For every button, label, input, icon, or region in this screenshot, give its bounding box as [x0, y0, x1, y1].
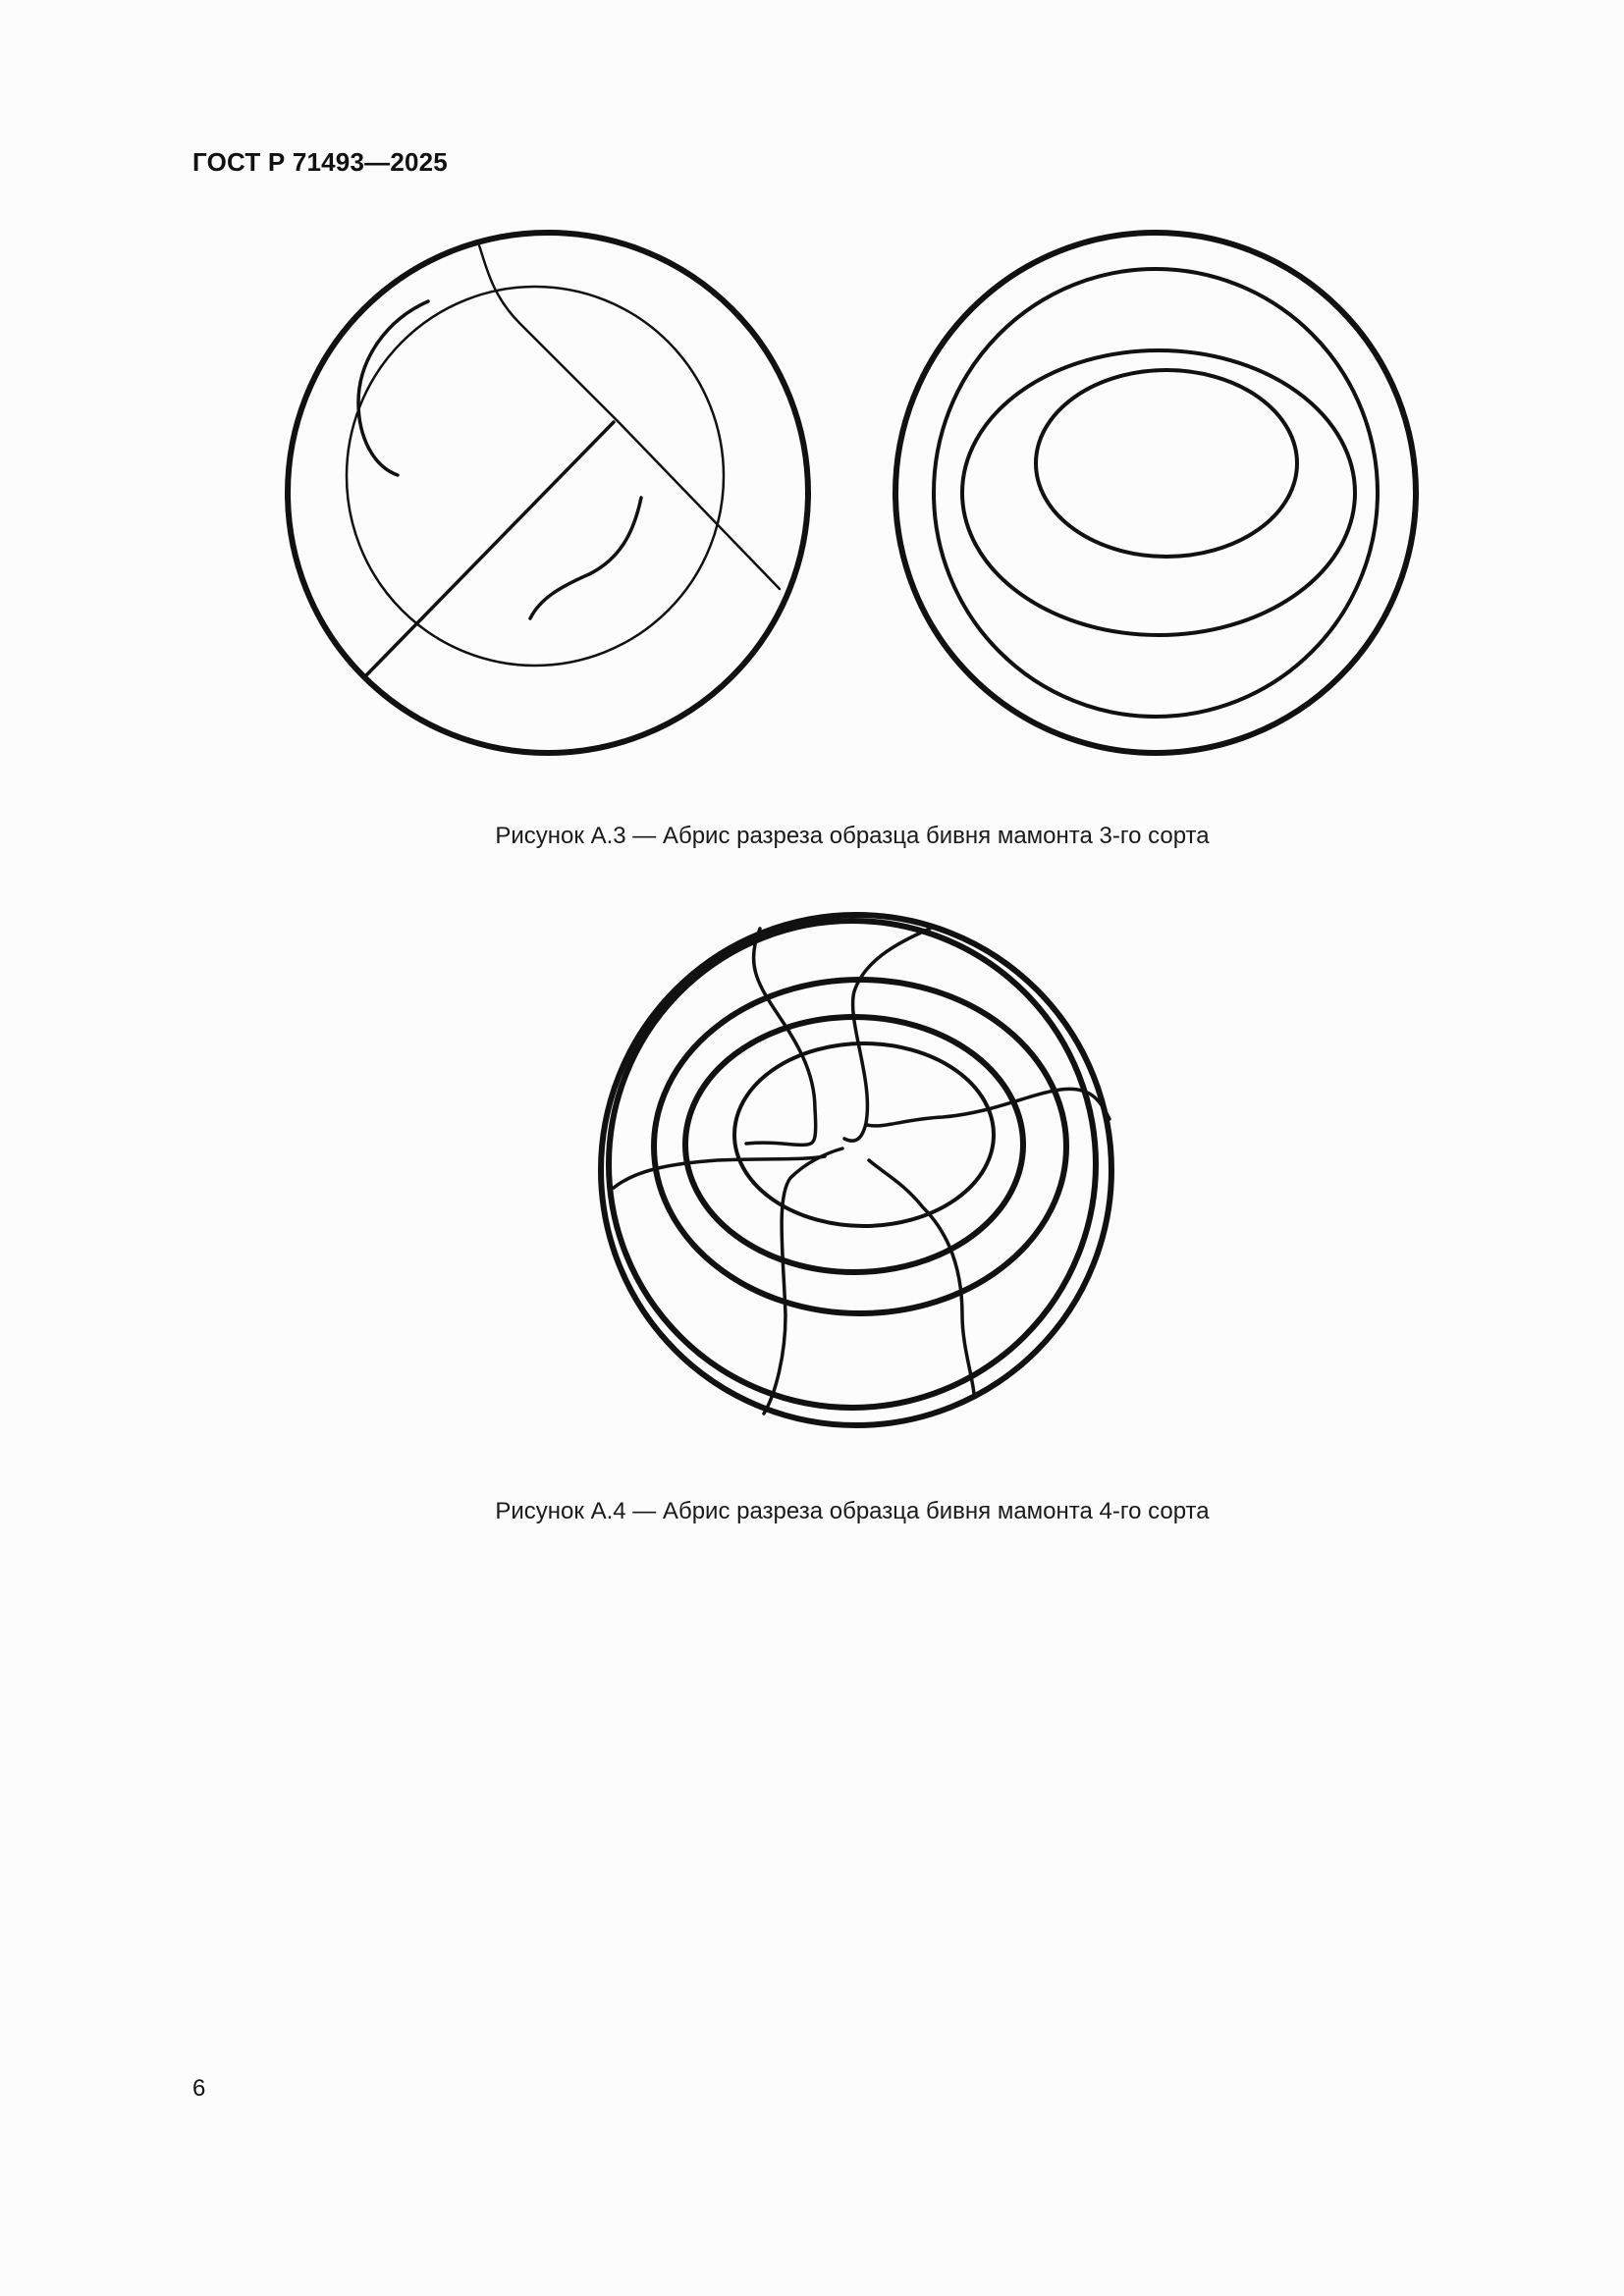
figure-a3-drawing — [0, 0, 1624, 805]
page-number: 6 — [192, 2075, 206, 2102]
ring-2 — [654, 980, 1066, 1313]
tusk-section-right — [895, 233, 1416, 753]
crack-4 — [764, 1148, 842, 1414]
ring-core — [1036, 370, 1297, 557]
crack-2 — [844, 929, 930, 1141]
crack-1 — [746, 929, 816, 1145]
document-header: ГОСТ Р 71493—2025 — [192, 147, 448, 177]
figure-a4 — [0, 883, 1624, 1524]
crack-6 — [614, 1156, 825, 1188]
figure-a3-caption: Рисунок А.3 — Абрис разреза образца бивня мамонта 3-го сорта — [495, 823, 1210, 849]
crack-lower — [530, 498, 641, 618]
crack-diagonal — [366, 422, 614, 675]
outer-rim — [895, 233, 1416, 753]
ring-1 — [934, 269, 1378, 717]
ring-2 — [962, 350, 1355, 635]
figure-a4-caption: Рисунок А.4 — Абрис разреза образца бивня мамонта 4-го сорта — [495, 1498, 1210, 1524]
figure-a3 — [0, 0, 1624, 849]
tusk-section-left — [288, 233, 808, 753]
figure-a4-drawing — [0, 883, 1624, 1492]
tusk-section-center — [601, 915, 1111, 1425]
crack-3 — [867, 1089, 1110, 1126]
